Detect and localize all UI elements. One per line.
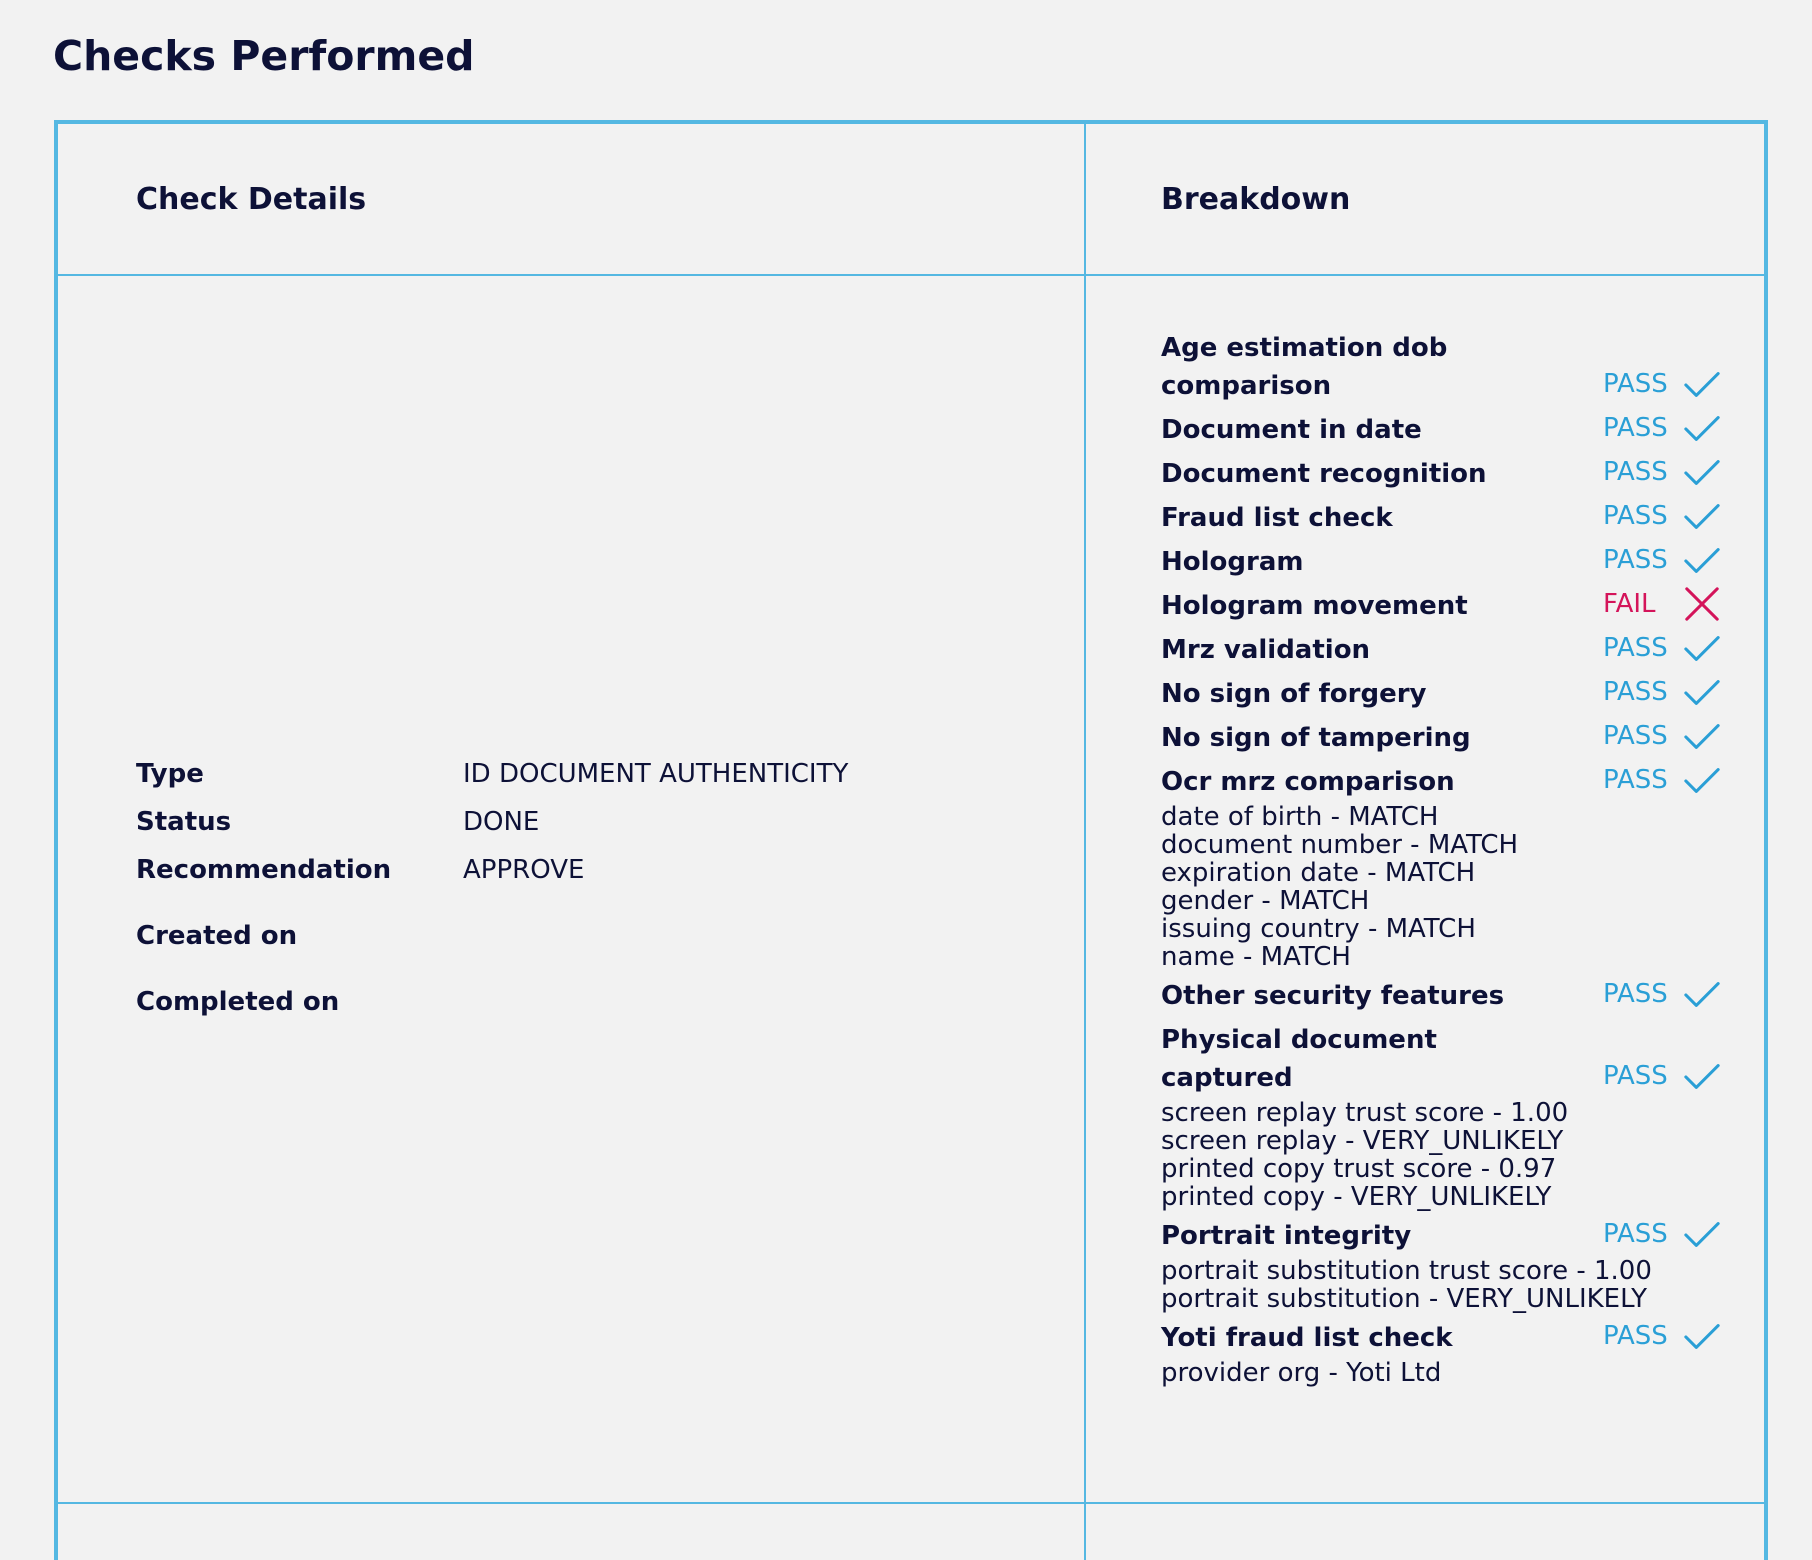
detail-value: DONE bbox=[463, 807, 540, 837]
breakdown-item bbox=[1161, 543, 1721, 581]
detail-label: Status bbox=[136, 807, 232, 837]
check-icon bbox=[1683, 453, 1721, 491]
check-name: Hologram bbox=[1161, 547, 1304, 577]
sub-detail-line: portrait substitution trust score - 1.00 bbox=[1161, 1256, 1652, 1286]
sub-detail-line: name - MATCH bbox=[1161, 942, 1351, 972]
check-name: No sign of forgery bbox=[1161, 679, 1427, 709]
detail-value: APPROVE bbox=[463, 855, 585, 885]
detail-value: ID DOCUMENT AUTHENTICITY bbox=[463, 759, 849, 789]
breakdown-item-header bbox=[1161, 631, 1721, 669]
check-result bbox=[1603, 585, 1721, 623]
check-name: Portrait integrity bbox=[1161, 1221, 1412, 1251]
check-result bbox=[1603, 365, 1721, 403]
check-sub-details bbox=[1161, 1257, 1721, 1313]
breakdown-item bbox=[1161, 631, 1721, 669]
sub-detail-line: portrait substitution - VERY_UNLIKELY bbox=[1161, 1284, 1648, 1314]
check-icon bbox=[1683, 717, 1721, 755]
breakdown-item bbox=[1161, 499, 1721, 537]
check-sub-details bbox=[1161, 1099, 1721, 1211]
check-name: Document recognition bbox=[1161, 459, 1487, 489]
check-name: Other security features bbox=[1161, 981, 1505, 1011]
result-text: PASS bbox=[1603, 1321, 1668, 1351]
result-text: PASS bbox=[1603, 545, 1668, 575]
sub-detail-line: issuing country - MATCH bbox=[1161, 914, 1476, 944]
check-result bbox=[1603, 1057, 1721, 1095]
check-result bbox=[1603, 761, 1721, 799]
sub-detail-line: printed copy - VERY_UNLIKELY bbox=[1161, 1182, 1552, 1212]
breakdown-item-header bbox=[1161, 763, 1721, 801]
breakdown-item-header bbox=[1161, 587, 1721, 625]
result-text: PASS bbox=[1603, 501, 1668, 531]
breakdown-item-header bbox=[1161, 455, 1721, 493]
result-text: FAIL bbox=[1603, 589, 1656, 619]
breakdown-item bbox=[1161, 675, 1721, 713]
check-result bbox=[1603, 629, 1721, 667]
check-result bbox=[1603, 717, 1721, 755]
check-result bbox=[1603, 453, 1721, 491]
detail-label: Created on bbox=[136, 921, 298, 951]
result-text: PASS bbox=[1603, 413, 1668, 443]
check-name: Document in date bbox=[1161, 415, 1422, 445]
check-icon bbox=[1683, 761, 1721, 799]
check-result bbox=[1603, 673, 1721, 711]
check-result bbox=[1603, 409, 1721, 447]
check-icon bbox=[1683, 497, 1721, 535]
result-text: PASS bbox=[1603, 677, 1668, 707]
detail-label: Type bbox=[136, 759, 204, 789]
breakdown-item bbox=[1161, 719, 1721, 757]
check-result bbox=[1603, 1215, 1721, 1253]
check-name: No sign of tampering bbox=[1161, 723, 1471, 753]
check-icon bbox=[1683, 1317, 1721, 1355]
check-sub-details bbox=[1161, 803, 1721, 971]
sub-detail-line: gender - MATCH bbox=[1161, 886, 1370, 916]
result-text: PASS bbox=[1603, 721, 1668, 751]
breakdown-item bbox=[1161, 1217, 1721, 1313]
sub-detail-line: screen replay trust score - 1.00 bbox=[1161, 1098, 1569, 1128]
breakdown-item bbox=[1161, 455, 1721, 493]
check-sub-details bbox=[1161, 1359, 1721, 1387]
result-text: PASS bbox=[1603, 369, 1668, 399]
check-icon bbox=[1683, 1215, 1721, 1253]
breakdown-item bbox=[1161, 329, 1721, 405]
check-name: Fraud list check bbox=[1161, 503, 1393, 533]
check-name: Physical document captured bbox=[1161, 1025, 1437, 1093]
sub-detail-line: provider org - Yoti Ltd bbox=[1161, 1358, 1442, 1388]
result-text: PASS bbox=[1603, 457, 1668, 487]
check-icon bbox=[1683, 409, 1721, 447]
check-details-header: Check Details bbox=[136, 182, 367, 217]
check-result bbox=[1603, 1317, 1721, 1355]
check-icon bbox=[1683, 673, 1721, 711]
body-row-divider bbox=[58, 1502, 1764, 1504]
breakdown-item bbox=[1161, 977, 1721, 1015]
breakdown-item-header bbox=[1161, 1217, 1721, 1255]
check-icon bbox=[1683, 1057, 1721, 1095]
check-name: Ocr mrz comparison bbox=[1161, 767, 1455, 797]
check-name: Hologram movement bbox=[1161, 591, 1468, 621]
breakdown-item bbox=[1161, 1021, 1721, 1211]
breakdown-item-header bbox=[1161, 1021, 1721, 1097]
sub-detail-line: document number - MATCH bbox=[1161, 830, 1519, 860]
check-name: Age estimation dob comparison bbox=[1161, 333, 1448, 401]
breakdown-header: Breakdown bbox=[1161, 182, 1351, 217]
check-result bbox=[1603, 975, 1721, 1013]
check-icon bbox=[1683, 541, 1721, 579]
sub-detail-line: printed copy trust score - 0.97 bbox=[1161, 1154, 1557, 1184]
detail-label: Recommendation bbox=[136, 855, 392, 885]
result-text: PASS bbox=[1603, 1061, 1668, 1091]
sub-detail-line: screen replay - VERY_UNLIKELY bbox=[1161, 1126, 1564, 1156]
check-name: Mrz validation bbox=[1161, 635, 1371, 665]
breakdown-item-header bbox=[1161, 977, 1721, 1015]
column-divider bbox=[1084, 124, 1086, 1560]
check-icon bbox=[1683, 975, 1721, 1013]
breakdown-item-header bbox=[1161, 499, 1721, 537]
page-title: Checks Performed bbox=[53, 32, 475, 80]
breakdown-item-header bbox=[1161, 411, 1721, 449]
breakdown-item bbox=[1161, 763, 1721, 971]
breakdown-item bbox=[1161, 411, 1721, 449]
breakdown-item-header bbox=[1161, 675, 1721, 713]
breakdown-item bbox=[1161, 1319, 1721, 1387]
check-name: Yoti fraud list check bbox=[1161, 1323, 1453, 1353]
result-text: PASS bbox=[1603, 979, 1668, 1009]
check-icon bbox=[1683, 629, 1721, 667]
result-text: PASS bbox=[1603, 1219, 1668, 1249]
check-result bbox=[1603, 541, 1721, 579]
detail-label: Completed on bbox=[136, 987, 340, 1017]
sub-detail-line: expiration date - MATCH bbox=[1161, 858, 1476, 888]
breakdown-item bbox=[1161, 587, 1721, 625]
result-text: PASS bbox=[1603, 765, 1668, 795]
cross-icon bbox=[1683, 585, 1721, 623]
checks-table bbox=[54, 120, 1768, 1560]
check-result bbox=[1603, 497, 1721, 535]
breakdown-item-header bbox=[1161, 1319, 1721, 1357]
check-icon bbox=[1683, 365, 1721, 403]
sub-detail-line: date of birth - MATCH bbox=[1161, 802, 1439, 832]
breakdown-list bbox=[1161, 329, 1721, 1393]
breakdown-item-header bbox=[1161, 329, 1721, 405]
breakdown-item-header bbox=[1161, 719, 1721, 757]
header-row-divider bbox=[58, 274, 1764, 276]
breakdown-item-header bbox=[1161, 543, 1721, 581]
result-text: PASS bbox=[1603, 633, 1668, 663]
